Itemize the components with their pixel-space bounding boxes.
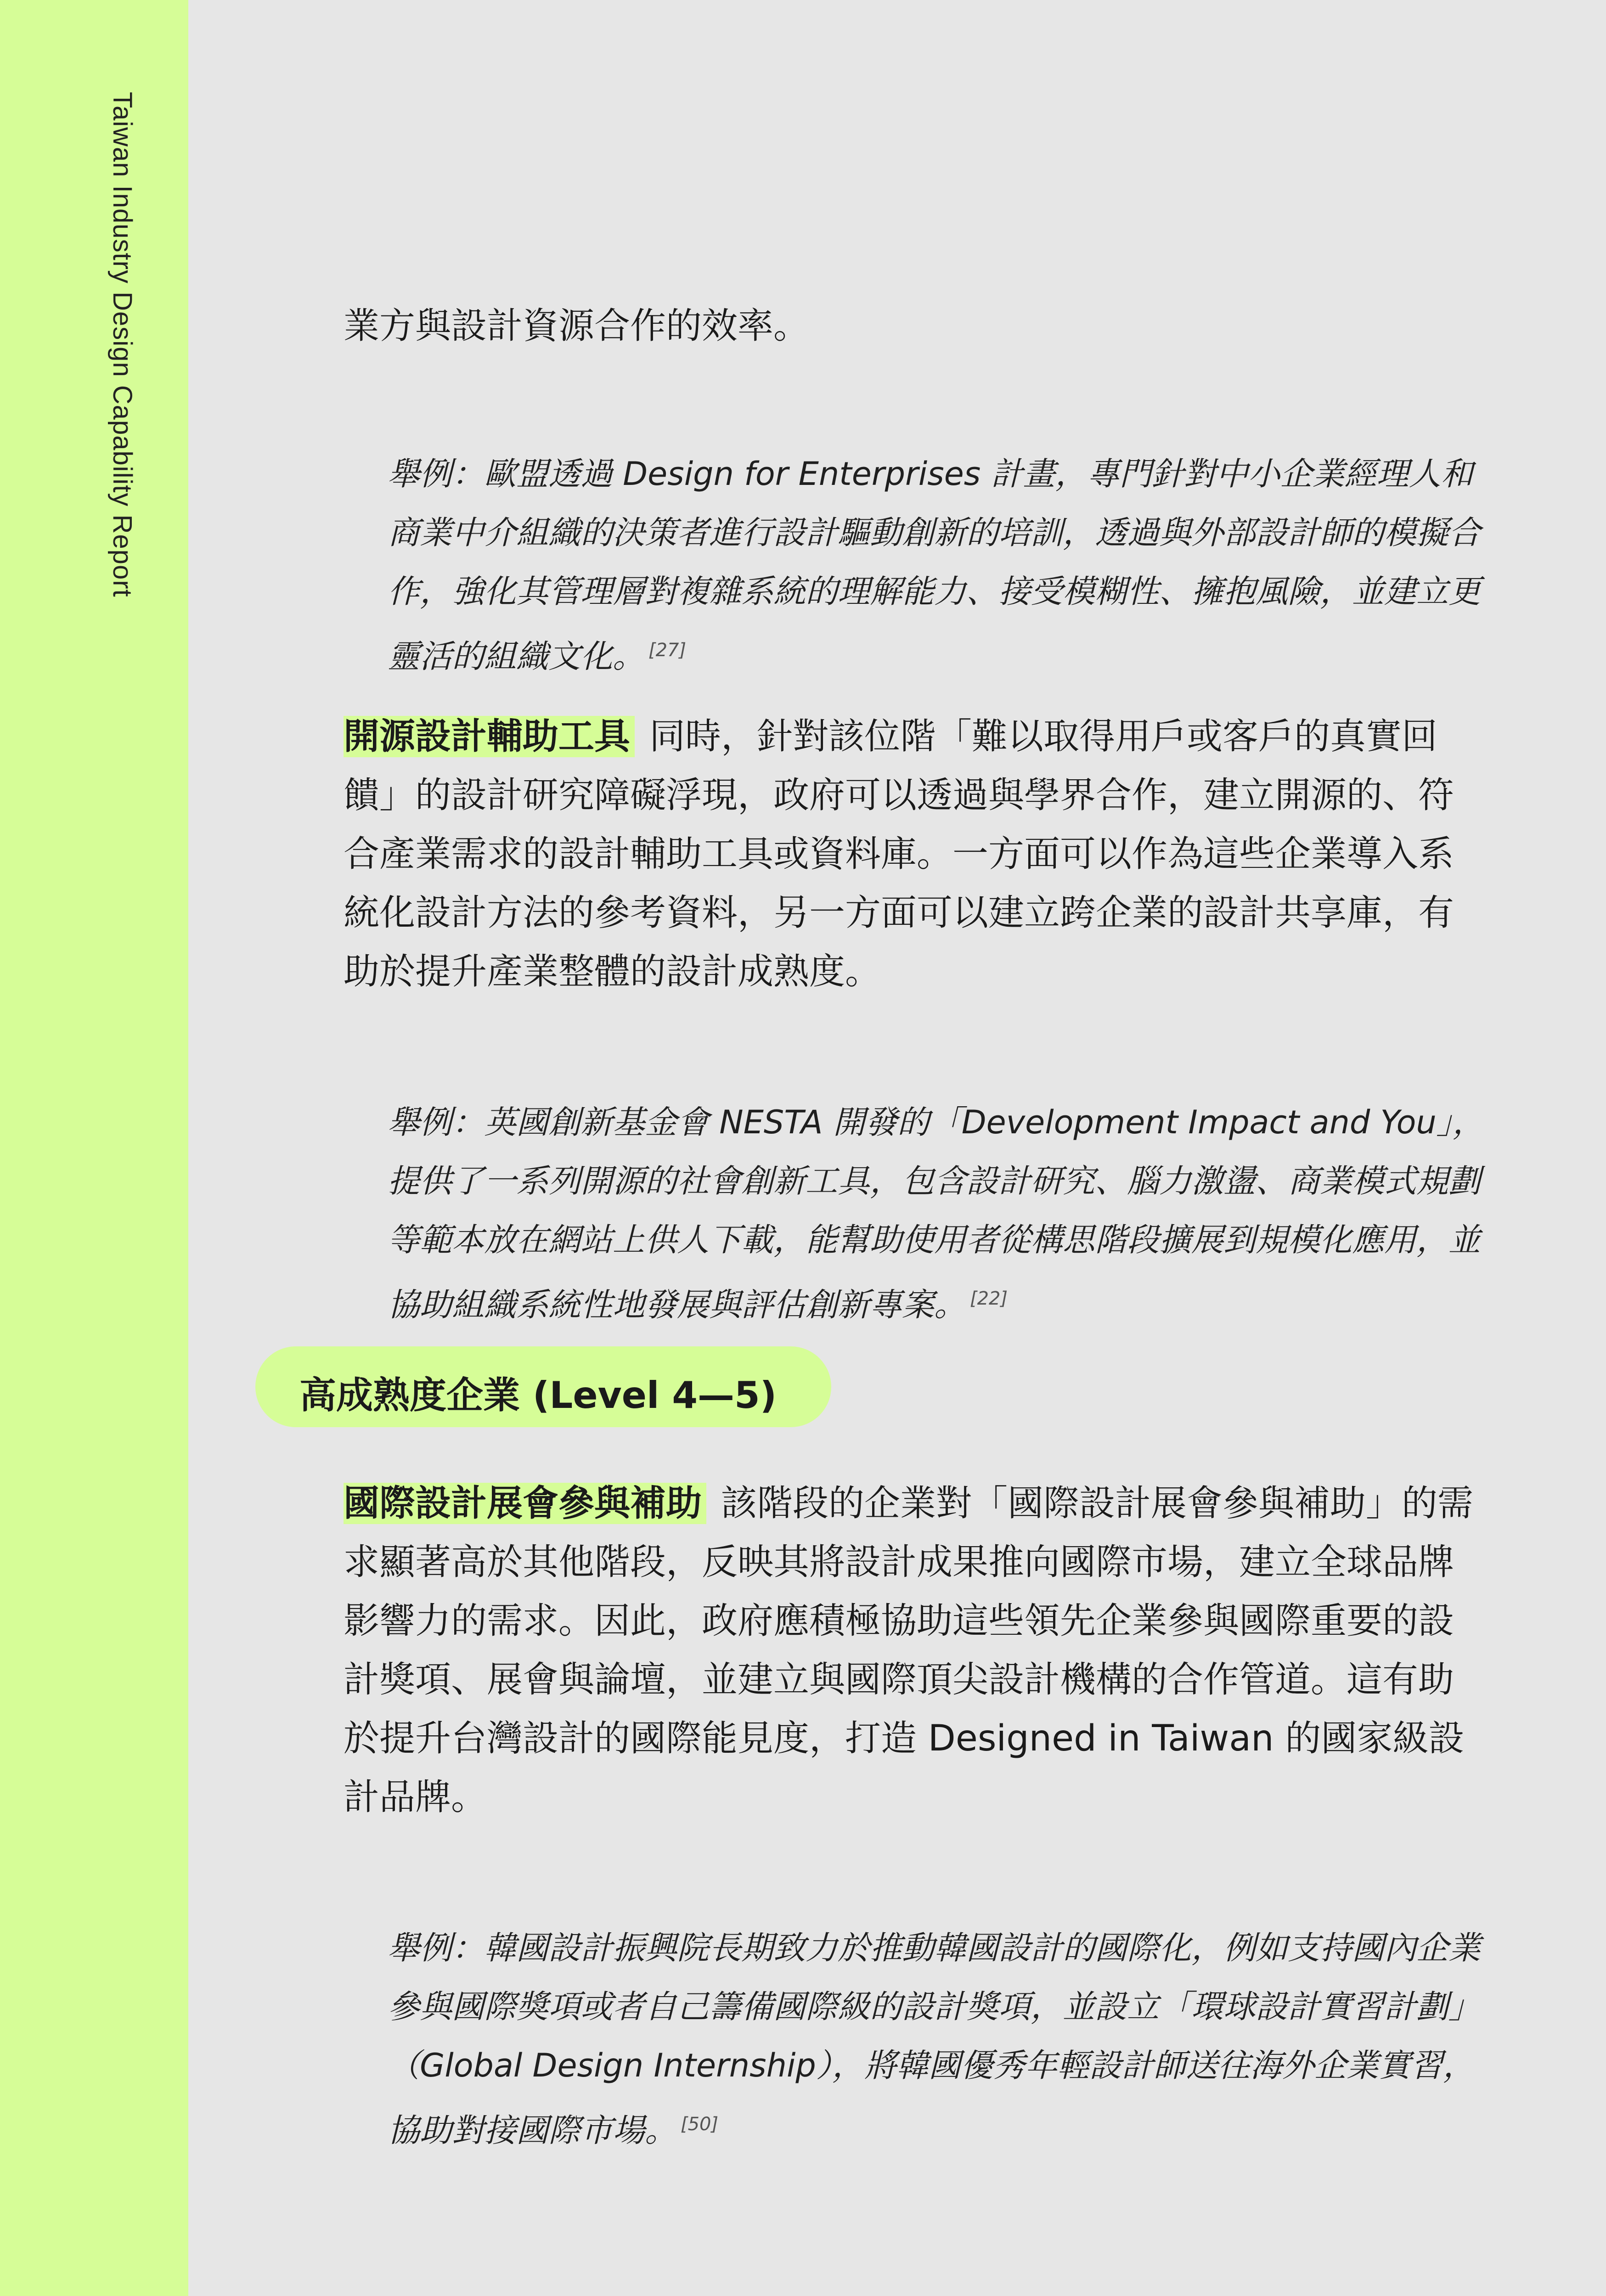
reference-50: [50] <box>681 2114 719 2135</box>
example-quote-1 <box>388 445 1487 686</box>
reference-22: [22] <box>970 1288 1008 1309</box>
open-source-text: 同時，針對該位階「難以取得用戶或客戶的真實回饋」的設計研究障礙浮現，政府可以透過與學界合作，建立開源的、符合產業需求的設計輔助工具或資料庫。一方面可以作為這些企業導入系統化設計方法的參考資料，另一方面可以建立跨企業的設計共享庫，有助於提升產業整體的設計成熟度。 <box>344 716 1454 992</box>
highlight-heading-open-source: 開源設計輔助工具 <box>344 716 635 757</box>
example-3-text: 舉例：韓國設計振興院長期致力於推動韓國設計的國際化，例如支持國內企業參與國際獎項或者自己籌備國際級的設計獎項，並設立「環球設計實習計劃」（Global Design Internship），將韓國優秀年輕設計師送往海外企業實習，協助對接國際市場。 <box>388 1929 1481 2150</box>
section-heading-pill <box>255 1346 831 1427</box>
running-title: Taiwan Industry Design Capability Report <box>107 92 137 597</box>
intro-paragraph: 業方與設計資源合作的效率。 <box>344 305 810 347</box>
example-1-text: 舉例：歐盟透過 Design for Enterprises 計畫，專門針對中小企業經理人和商業中介組織的決策者進行設計驅動創新的培訓，透過與外部設計師的模擬合作，強化其管理層對複雜系統的理解能力、接受模糊性、擁抱風險，並建立更靈活的組織文化。 <box>388 455 1481 675</box>
intl-text: 該階段的企業對「國際設計展會參與補助」的需求顯著高於其他階段，反映其將設計成果推向國際市場，建立全球品牌影響力的需求。因此，政府應積極協助這些領先企業參與國際重要的設計獎項、展會與論壇，並建立與國際頂尖設計機構的合作管道。這有助於提升台灣設計的國際能見度，打造 Designed in Taiwan 的國家級設計品牌。 <box>344 1483 1474 1818</box>
example-quote-3 <box>388 1919 1487 2160</box>
example-2-text: 舉例：英國創新基金會 NESTA 開發的「Development Impact and You」，提供了一系列開源的社會創新工具，包含設計研究、腦力激盪、商業模式規劃等範本放在網站上供人下載，能幫助使用者從構思階段擴展到規模化應用，並協助組織系統性地發展與評估創新專案。 <box>388 1103 1485 1324</box>
section-heading-text: 高成熟度企業 (Level 4—5) <box>299 1374 777 1417</box>
open-source-paragraph <box>344 707 1487 1001</box>
example-quote-2 <box>388 1093 1487 1334</box>
sidebar <box>0 0 188 2296</box>
highlight-heading-intl: 國際設計展會參與補助 <box>344 1483 706 1524</box>
intl-paragraph <box>344 1474 1487 1827</box>
reference-27: [27] <box>648 640 687 661</box>
